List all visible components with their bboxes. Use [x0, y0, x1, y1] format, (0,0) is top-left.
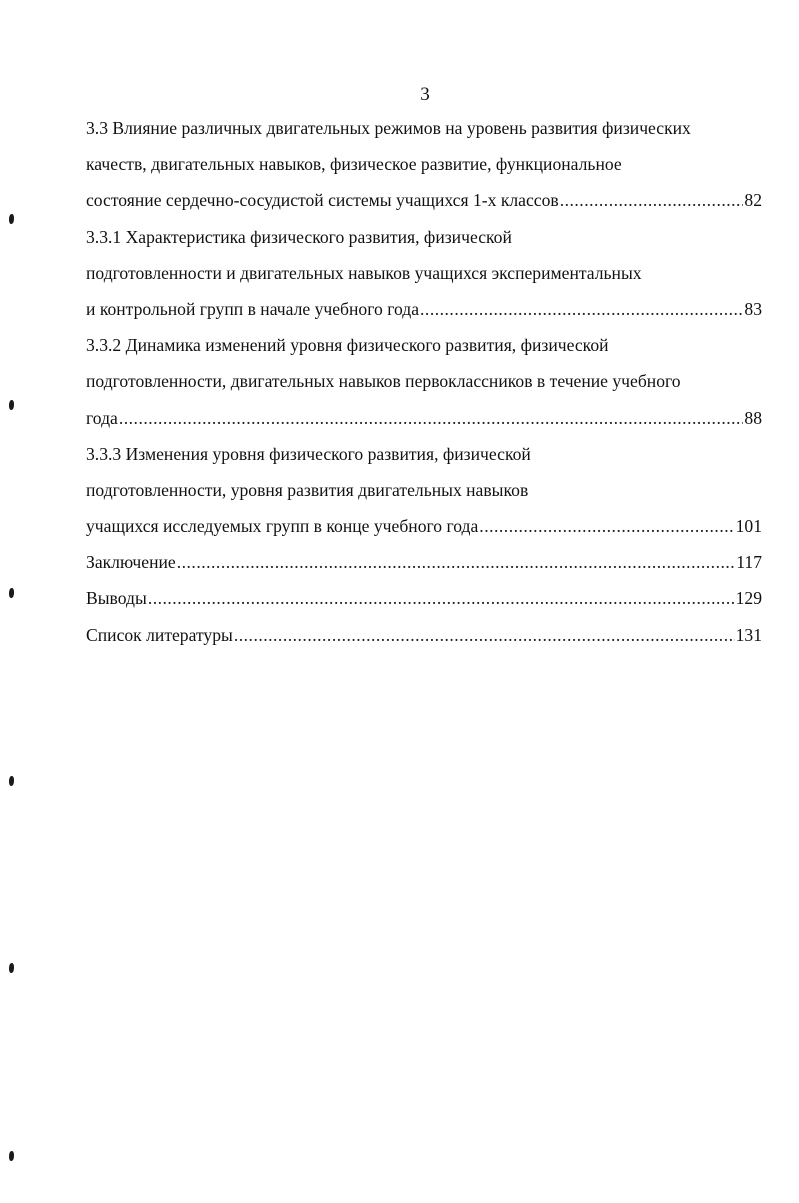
toc-leader-line [86, 544, 762, 580]
table-of-contents [86, 110, 762, 653]
toc-line: подготовленности и двигательных навыков учащихся экспериментальных [86, 262, 642, 283]
toc-line: качеств, двигательных навыков, физическое развитие, функциональное [86, 154, 622, 175]
toc-page-number: 83 [744, 298, 762, 319]
toc-line: учащихся исследуемых групп в конце учебного года [86, 516, 479, 537]
toc-entry-3-3 [86, 110, 762, 219]
dot-leader [560, 182, 744, 218]
toc-page-number: 88 [744, 407, 762, 428]
toc-leader-line [86, 580, 762, 616]
margin-mark [9, 214, 14, 224]
toc-line: состояние сердечно-сосудистой системы учащихся 1-х классов [86, 190, 559, 211]
toc-leader-line [86, 182, 762, 218]
toc-entry-3-3-2 [86, 327, 762, 436]
toc-page-number: 129 [735, 588, 762, 609]
margin-mark [9, 963, 14, 973]
margin-mark [9, 400, 14, 410]
dot-leader [420, 291, 743, 327]
toc-entry-conclusion [86, 544, 762, 580]
toc-leader-line [86, 291, 762, 327]
margin-mark [9, 588, 14, 598]
toc-leader-line [86, 617, 762, 653]
toc-line: 3.3.3 Изменения уровня физического развития, физической [86, 443, 531, 464]
toc-line: 3.3.2 Динамика изменений уровня физического развития, физической [86, 335, 609, 356]
toc-line: Заключение [86, 552, 176, 573]
toc-line: подготовленности, уровня развития двигательных навыков [86, 479, 529, 500]
toc-leader-line [86, 508, 762, 544]
toc-leader-line [86, 400, 762, 436]
toc-page-number: 131 [735, 624, 762, 645]
toc-entry-3-3-1 [86, 219, 762, 328]
dot-leader [177, 544, 736, 580]
dot-leader [234, 617, 735, 653]
toc-entry-findings [86, 580, 762, 616]
toc-line: Список литературы [86, 624, 233, 645]
dot-leader [479, 508, 734, 544]
margin-mark [9, 1151, 14, 1161]
toc-page-number: 82 [744, 190, 762, 211]
toc-entry-references [86, 617, 762, 653]
toc-page-number: 101 [735, 516, 762, 537]
toc-line: 3.3.1 Характеристика физического развития, физической [86, 226, 512, 247]
toc-entry-3-3-3 [86, 436, 762, 545]
toc-page-number: 117 [736, 552, 762, 573]
margin-mark [9, 776, 14, 786]
toc-line: года [86, 407, 118, 428]
toc-line: подготовленности, двигательных навыков первоклассников в течение учебного [86, 371, 681, 392]
page-number: 3 [420, 84, 430, 105]
toc-line: Выводы [86, 588, 147, 609]
dot-leader [148, 580, 735, 616]
toc-line: и контрольной групп в начале учебного года [86, 298, 420, 319]
toc-line: 3.3 Влияние различных двигательных режимов на уровень развития физических [86, 118, 691, 138]
dot-leader [119, 400, 744, 436]
